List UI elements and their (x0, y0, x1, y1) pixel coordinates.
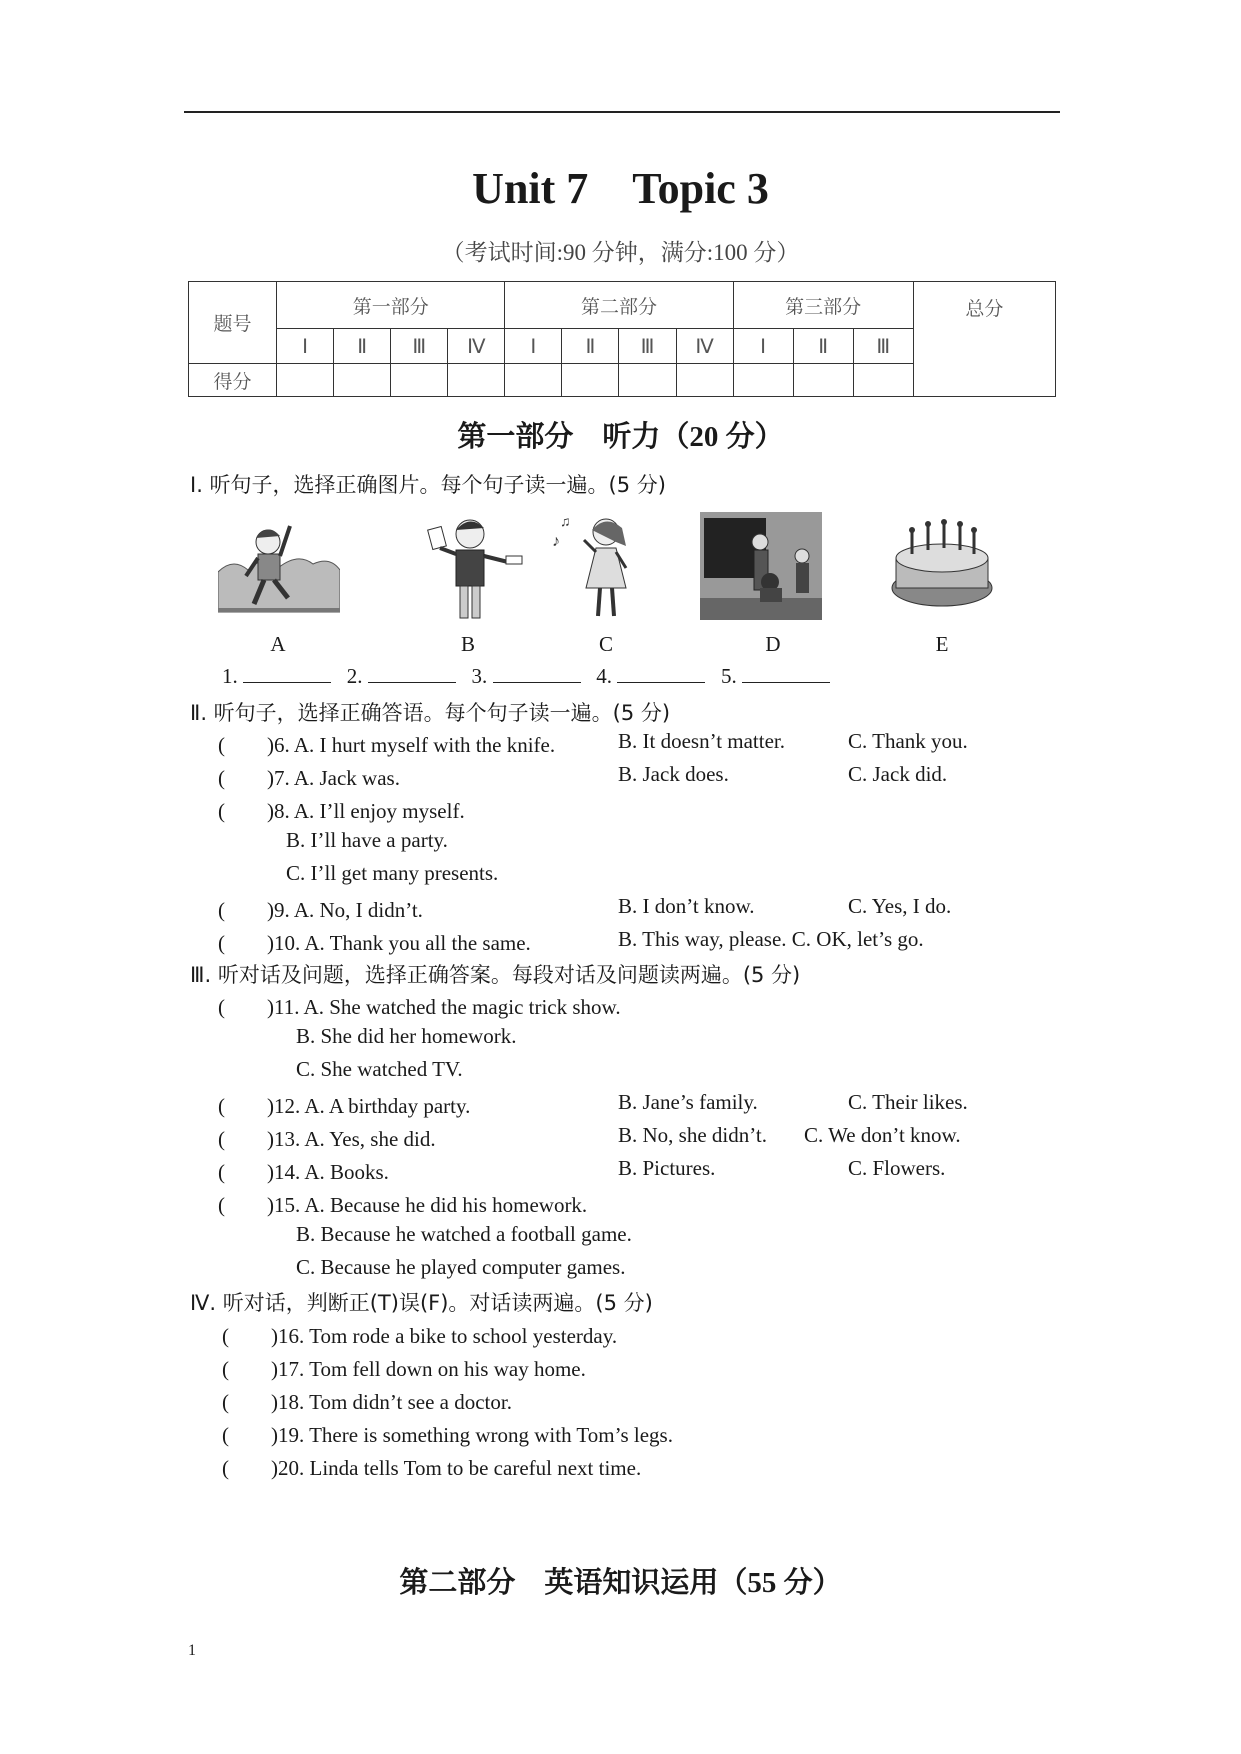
blank-number: 5. (721, 664, 737, 688)
question-8: ( )8. A. I’ll enjoy myself. (218, 799, 465, 823)
picture-label: D (765, 632, 781, 656)
boy-magic-cards-icon (418, 512, 540, 620)
p2-col: Ⅳ (676, 329, 733, 364)
option-c: C. I’ll get many presents. (286, 861, 499, 885)
classroom-icon (700, 512, 822, 620)
section2-title: Ⅱ. 听句子，选择正确答语。每个句子读一遍。(5 分) (190, 701, 671, 725)
section1-title: Ⅰ. 听句子，选择正确图片。每个句子读一遍。(5 分) (190, 473, 666, 497)
question-11: ( )11. A. She watched the magic trick show. (218, 995, 621, 1019)
page-number: 1 (188, 1642, 196, 1659)
boy-waving-icon (218, 512, 340, 620)
p2-col: Ⅲ (619, 329, 676, 364)
total-header: 总分 (913, 282, 1055, 397)
option-bc: B. This way, please. C. OK, let’s go. (618, 927, 924, 951)
blank-number: 4. (596, 664, 612, 688)
option-c: C. Because he played computer games. (296, 1255, 626, 1279)
svg-text:♪: ♪ (552, 533, 560, 550)
score-cell[interactable] (505, 364, 562, 397)
p2-col: Ⅰ (505, 329, 562, 364)
option-b: B. I’ll have a party. (286, 828, 448, 852)
picture-label: B (460, 632, 475, 656)
p2-col: Ⅱ (562, 329, 619, 364)
p3-col: Ⅰ (733, 329, 793, 364)
defen-label: 得分 (189, 364, 277, 397)
p1-col: Ⅰ (277, 329, 334, 364)
part2-heading: 第二部分 英语知识运用（55 分） (399, 1567, 842, 1599)
p3-col: Ⅱ (793, 329, 853, 364)
answer-blank[interactable] (243, 664, 331, 683)
tf-item: ( )18. Tom didn’t see a doctor. (222, 1390, 512, 1414)
option-c: C. Jack did. (848, 762, 948, 786)
tihao-label: 题号 (189, 282, 277, 364)
section3-title: Ⅲ. 听对话及问题，选择正确答案。每段对话及问题读两遍。(5 分) (190, 963, 801, 987)
option-c: C. She watched TV. (296, 1057, 463, 1081)
top-rule (184, 111, 1060, 113)
score-cell[interactable] (277, 364, 334, 397)
score-cell[interactable] (448, 364, 505, 397)
option-c: C. Flowers. (848, 1156, 946, 1180)
tf-item: ( )20. Linda tells Tom to be careful next time. (222, 1456, 642, 1480)
picture-label: A (270, 632, 286, 656)
picture-label: C (598, 632, 613, 656)
score-cell[interactable] (676, 364, 733, 397)
blank-number: 1. (222, 664, 238, 688)
girl-singing-icon (546, 512, 668, 620)
question-9: ( )9. A. No, I didn’t. (218, 898, 423, 922)
score-cell[interactable] (853, 364, 913, 397)
p3-col: Ⅲ (853, 329, 913, 364)
option-b: B. Pictures. (618, 1156, 716, 1180)
p1-col: Ⅳ (448, 329, 505, 364)
answer-blank[interactable] (368, 664, 456, 683)
section4-title: Ⅳ. 听对话，判断正(T)误(F)。对话读两遍。(5 分) (190, 1291, 653, 1315)
question-13: ( )13. A. Yes, she did. (218, 1127, 436, 1151)
blank-number: 3. (471, 664, 488, 688)
score-cell[interactable] (391, 364, 448, 397)
answer-blank[interactable] (742, 664, 830, 683)
option-b: B. Because he watched a football game. (296, 1222, 632, 1246)
question-6: ( )6. A. I hurt myself with the knife. (218, 733, 556, 757)
score-table (188, 281, 1056, 397)
question-14: ( )14. A. Books. (218, 1160, 389, 1184)
p1-col: Ⅲ (391, 329, 448, 364)
question-15: ( )15. A. Because he did his homework. (218, 1193, 588, 1217)
p1-col: Ⅱ (334, 329, 391, 364)
tf-item: ( )16. Tom rode a bike to school yesterday. (222, 1324, 618, 1348)
part1-header: 第一部分 (277, 282, 505, 329)
svg-text:♫: ♫ (560, 515, 571, 530)
score-cell[interactable] (334, 364, 391, 397)
option-c: C. Yes, I do. (848, 894, 952, 918)
tf-item: ( )17. Tom fell down on his way home. (222, 1357, 586, 1381)
score-cell[interactable] (733, 364, 793, 397)
option-c: C. Their likes. (848, 1090, 968, 1114)
part3-header: 第三部分 (733, 282, 913, 329)
option-b: B. I don’t know. (618, 894, 755, 918)
score-cell[interactable] (562, 364, 619, 397)
option-b: B. No, she didn’t. (618, 1123, 767, 1147)
option-c: C. Thank you. (848, 729, 968, 753)
answer-blank[interactable] (493, 664, 581, 683)
question-12: ( )12. A. A birthday party. (218, 1094, 471, 1118)
blank-number: 2. (346, 664, 363, 688)
question-7: ( )7. A. Jack was. (218, 766, 400, 790)
option-b: B. Jane’s family. (618, 1090, 758, 1114)
tf-item: ( )19. There is something wrong with Tom’s legs. (222, 1423, 673, 1447)
option-b: B. She did her homework. (296, 1024, 517, 1048)
birthday-cake-icon (882, 512, 1004, 620)
answer-blanks-row (222, 664, 830, 689)
option-b: B. Jack does. (618, 762, 729, 786)
score-cell[interactable] (793, 364, 853, 397)
part1-heading: 第一部分 听力（20 分） (457, 421, 784, 453)
option-b: B. It doesn’t matter. (618, 729, 786, 753)
part2-header: 第二部分 (505, 282, 733, 329)
exam-info: （考试时间:90 分钟，满分:100 分） (441, 240, 800, 265)
picture-label: E (935, 632, 949, 656)
answer-blank[interactable] (617, 664, 705, 683)
question-10: ( )10. A. Thank you all the same. (218, 931, 531, 955)
score-cell[interactable] (619, 364, 676, 397)
page-title: Unit 7 Topic 3 (472, 164, 769, 213)
option-c: C. We don’t know. (804, 1123, 961, 1147)
